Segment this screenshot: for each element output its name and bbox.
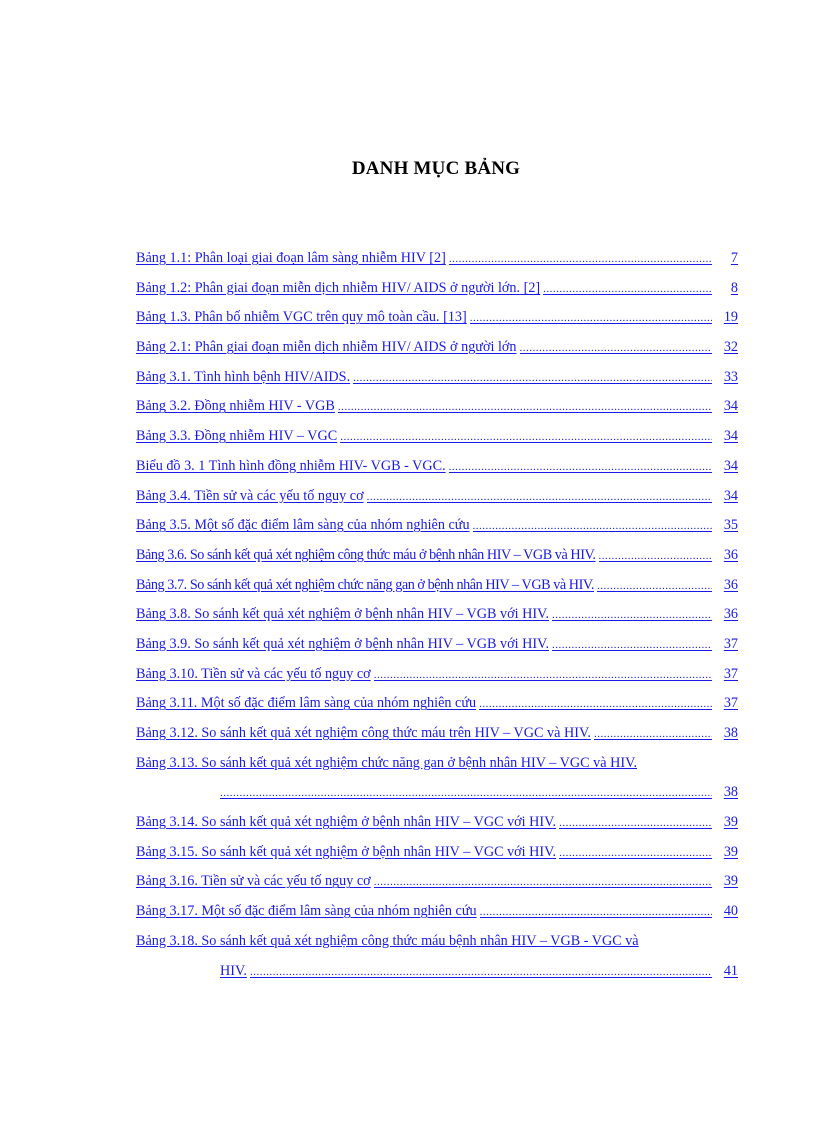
toc-entry-page: 7 [730, 250, 738, 266]
toc-entry-label: Bảng 3.8. So sánh kết quả xét nghiệm ở bệnh nhân HIV – VGB với HIV. [136, 606, 550, 623]
toc-entry-page: 34 [723, 398, 738, 415]
toc-entry-label: Bảng 3.9. So sánh kết quả xét nghiệm ở bệnh nhân HIV – VGB với HIV. [136, 635, 550, 652]
toc-entry-label: Bảng 1.3. Phân bố nhiễm VGC trên quy mô toàn cầu. [13] [136, 309, 467, 326]
leader-dots [449, 457, 712, 477]
toc-entry[interactable] [136, 456, 738, 486]
toc-entry[interactable] [136, 812, 738, 842]
page-title: DANH MỤC BẢNG [351, 158, 521, 179]
toc-entry-page: 39 [723, 814, 738, 831]
toc-entry-page: 39 [723, 873, 738, 890]
toc-entry-page: 37 [723, 635, 738, 652]
toc-entry-page: 35 [723, 517, 738, 534]
toc-entry-label: Bảng 3.6. So sánh kết quả xét nghiệm công thức máu ở bệnh nhân HIV – VGB và HIV. [136, 546, 596, 563]
toc-entry-page: 38 [723, 784, 738, 801]
leader-dots [449, 249, 712, 269]
toc-entry-page: 36 [723, 576, 738, 593]
toc-entry[interactable] [136, 396, 738, 426]
toc-entry[interactable] [136, 901, 738, 931]
toc-entry-page: 41 [723, 962, 738, 979]
toc-entry[interactable] [136, 515, 738, 545]
toc-entry-page: 32 [723, 339, 738, 356]
toc-entry-page: 34 [723, 457, 738, 474]
leader-dots [338, 397, 712, 417]
leader-dots [473, 516, 712, 536]
toc-entry-page: 8 [730, 279, 738, 296]
toc-entry[interactable] [136, 693, 738, 723]
toc-entry-label: Bảng 1.1: Phân loại giai đoạn lâm sàng nhiễm HIV [2] [136, 250, 446, 266]
leader-dots [552, 635, 712, 655]
leader-dots [559, 843, 712, 863]
toc-entry-label: Bảng 3.13. So sánh kết quả xét nghiệm chức năng gan ở bệnh nhân HIV – VGC và HIV. [136, 754, 638, 771]
toc-entry[interactable] [136, 486, 738, 516]
toc-entry[interactable] [136, 367, 738, 397]
toc-entry[interactable] [136, 842, 738, 872]
toc-entry-page: 39 [723, 843, 738, 860]
toc-entry-page: 19 [723, 309, 738, 326]
toc-entry[interactable] [136, 278, 738, 308]
toc-entry-page: 33 [723, 368, 738, 385]
leader-dots [552, 605, 712, 625]
toc-entry[interactable] [136, 634, 738, 664]
toc-entry[interactable] [136, 307, 738, 337]
toc-entry-continuation: HIV. [220, 962, 247, 979]
toc-entry-label: Bảng 3.2. Đồng nhiễm HIV - VGB [136, 398, 335, 415]
toc-entry-label: Bảng 3.1. Tình hình bệnh HIV/AIDS. [136, 368, 351, 385]
toc-entry[interactable] [136, 723, 738, 753]
toc-entry[interactable] [136, 337, 738, 367]
leader-dots [597, 576, 712, 596]
toc-entry[interactable] [136, 871, 738, 901]
toc-entry-label: Bảng 3.10. Tiền sử và các yếu tố nguy cơ [136, 665, 371, 682]
leader-dots [250, 962, 712, 982]
toc-entry[interactable] [136, 248, 738, 278]
toc-entry[interactable] [136, 604, 738, 634]
toc-entry-label: Biểu đồ 3. 1 Tình hình đồng nhiễm HIV- VGB - VGC. [136, 457, 446, 474]
leader-dots [340, 427, 712, 447]
toc-entry-page: 36 [723, 606, 738, 623]
leader-dots [479, 694, 712, 714]
toc-entry[interactable] [136, 426, 738, 456]
leader-dots [367, 487, 712, 507]
toc-entry-label: Bảng 3.3. Đồng nhiễm HIV – VGC [136, 428, 338, 445]
toc-entry[interactable] [136, 664, 738, 694]
toc-entry-label: Bảng 3.7. So sánh kết quả xét nghiệm chức năng gan ở bệnh nhân HIV – VGB và HIV. [136, 576, 594, 593]
leader-dots [480, 902, 712, 922]
toc-entry-label: Bảng 3.15. So sánh kết quả xét nghiệm ở bệnh nhân HIV – VGC với HIV. [136, 843, 557, 860]
toc-entry-label: Bảng 1.2: Phân giai đoạn miễn dịch nhiễm HIV/ AIDS ở người lớn. [2] [136, 279, 541, 296]
toc-entry[interactable] [136, 931, 738, 990]
toc-entry-page: 37 [723, 665, 738, 682]
toc-entry-page: 34 [723, 487, 738, 504]
leader-dots [374, 665, 712, 685]
toc-entry-page: 38 [723, 725, 738, 741]
leader-dots [470, 308, 712, 328]
toc-entry-label: Bảng 3.5. Một số đặc điểm lâm sàng của nhóm nghiên cứu [136, 517, 470, 534]
leader-dots [599, 546, 712, 566]
toc-entry-label: Bảng 3.4. Tiền sử và các yếu tố nguy cơ [136, 487, 364, 504]
toc-entry[interactable] [136, 753, 738, 812]
toc-entry-label: Bảng 3.12. So sánh kết quả xét nghiệm công thức máu trên HIV – VGC và HIV. [136, 725, 591, 741]
leader-dots [520, 338, 712, 358]
toc-entry-label: Bảng 3.17. Một số đặc điểm lâm sàng của nhóm nghiên cứu [136, 903, 477, 920]
toc-entry-page: 34 [723, 428, 738, 445]
toc-entry-label: Bảng 2.1: Phân giai đoạn miễn dịch nhiễm HIV/ AIDS ở người lớn [136, 339, 517, 356]
leader-dots [220, 783, 712, 803]
toc-entry[interactable] [136, 575, 738, 605]
toc-entry-label: Bảng 3.16. Tiền sử và các yếu tố nguy cơ [136, 873, 371, 890]
leader-dots [543, 279, 712, 299]
table-of-contents [136, 248, 738, 990]
toc-entry-page: 36 [723, 546, 738, 563]
toc-entry-label: Bảng 3.14. So sánh kết quả xét nghiệm ở bệnh nhân HIV – VGC với HIV. [136, 814, 557, 831]
toc-entry-label: Bảng 3.11. Một số đặc điểm lâm sàng của nhóm nghiên cứu [136, 695, 477, 712]
toc-entry-page: 40 [723, 903, 738, 920]
toc-entry[interactable] [136, 545, 738, 575]
leader-dots [559, 813, 712, 833]
leader-dots [594, 724, 712, 744]
toc-entry-label: Bảng 3.18. So sánh kết quả xét nghiệm công thức máu bệnh nhân HIV – VGB - VGC và [136, 932, 639, 949]
leader-dots [353, 368, 712, 388]
leader-dots [374, 872, 712, 892]
toc-entry-page: 37 [723, 695, 738, 712]
